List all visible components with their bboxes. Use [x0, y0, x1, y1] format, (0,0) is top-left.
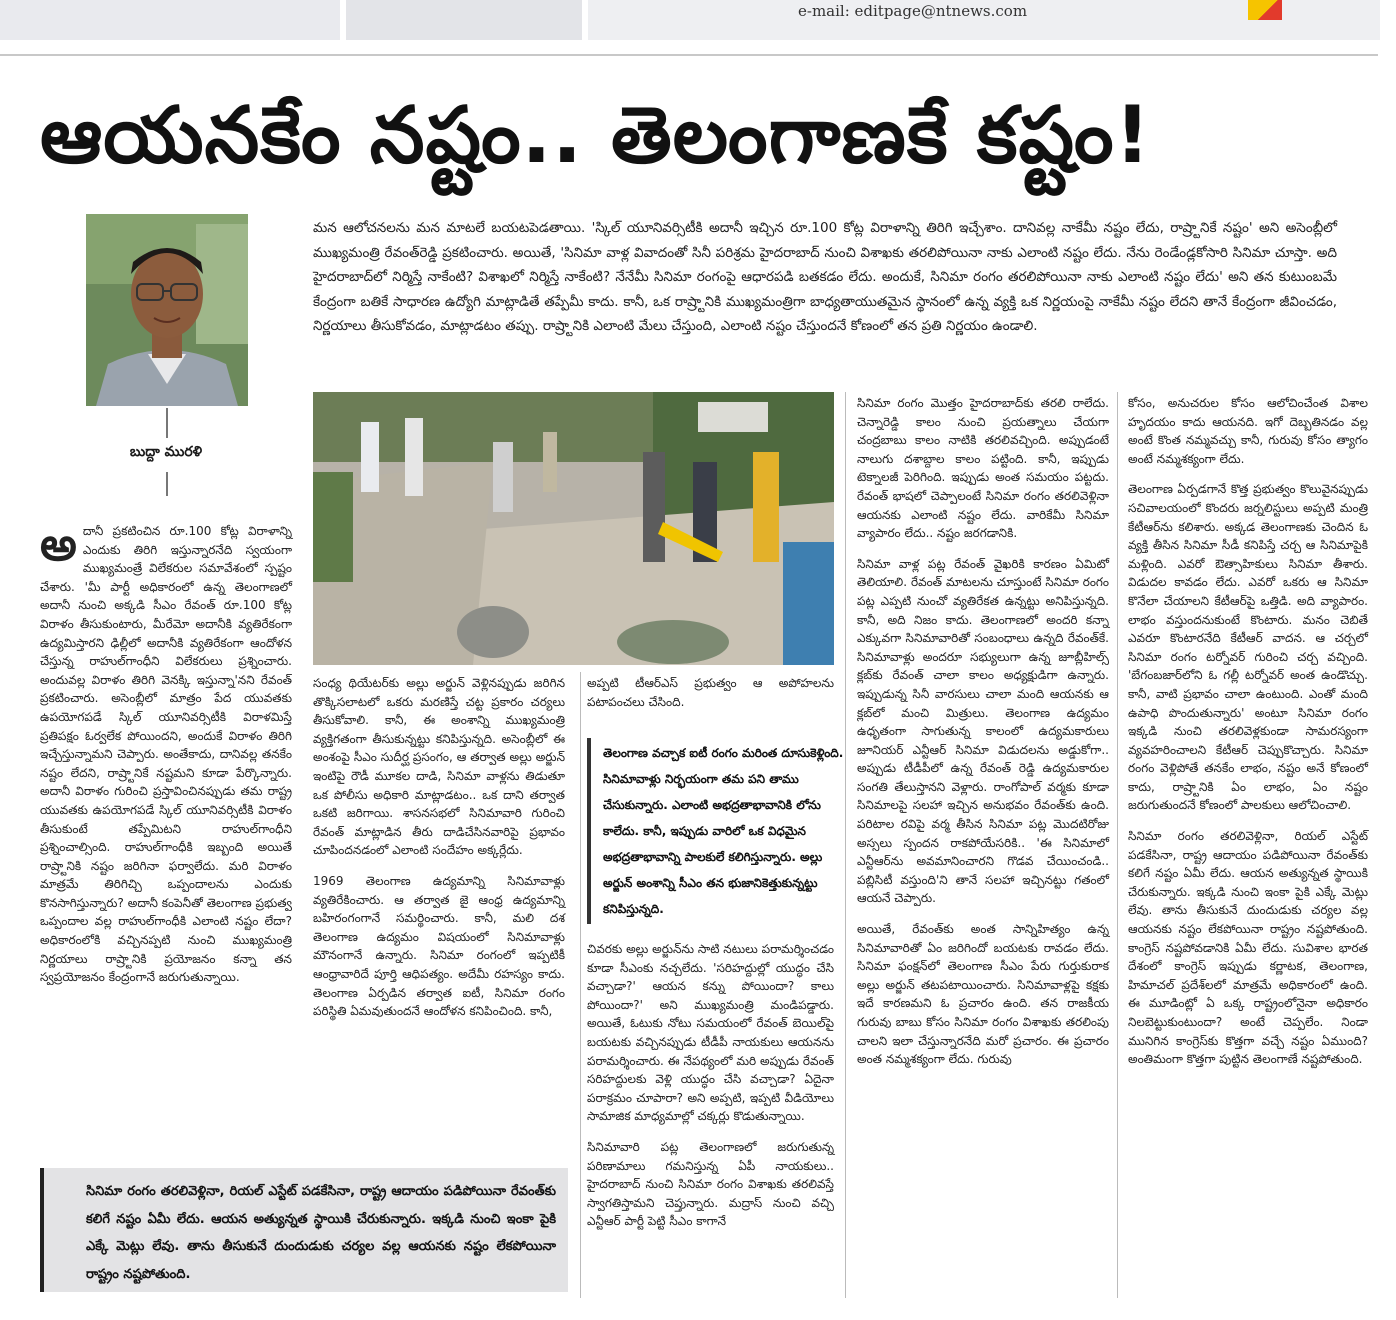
column-divider	[1117, 392, 1118, 1298]
masthead-bar	[0, 0, 1396, 40]
byline-rule	[166, 408, 168, 438]
paragraph: అప్పటి టీఆర్‌ఎస్ ప్రభుత్వం ఆ అపోహలను పటాపంచలు చేసింది.	[587, 676, 834, 709]
email-address[interactable]: e-mail: editpage@ntnews.com	[798, 2, 1028, 20]
author-photo	[86, 214, 248, 406]
headline: ఆయనకేం నష్టం.. తెలంగాణకే కష్టం!	[40, 91, 1152, 181]
page-margin	[1378, 40, 1396, 1320]
drop-cap: అ	[40, 517, 77, 571]
masthead-panel	[0, 0, 340, 40]
pull-quote: తెలంగాణ వచ్చాక ఐటీ రంగం మరింత దూసుకెళ్లింది. సినిమావాళ్లు నిర్భయంగా తమ పని తాము చేసుకున్నారు. ఎలాంటి అభద్రతాభావానికి లోను కాలేదు. కానీ, ఇప్పుడు వారిలో ఒక విధమైన అభద్రతాభావాన్ని పాలకులే కలిగిస్తున్నారు. అల్లు అర్జున్ అంశాన్ని సీఎం తన భుజానికెత్తుకున్నట్టు కనిపిస్తున్నది.	[587, 738, 850, 924]
paragraph: తెలంగాణ ఏర్పడగానే కొత్త ప్రభుత్వం కొలువైనప్పుడు సచివాలయంలో కొందరు జర్నలిస్టులు అప్పటి మంత్రి కేటీఆర్‌ను కలిశారు. అక్కడ తెలంగాణకు చెందిన ఓ వ్యక్తి తీసిన సినిమా సీడీ కనిపిస్తే చర్చ ఆ సినిమాపైకి మళ్లింది. ఎవరో ఔత్సాహికులు సినిమా తీశారు. విడుదల కావడం లేదు. ఎవరో ఒకరు ఆ సినిమా కొనేలా చేయాలని కేటీఆర్‌పై ఒత్తిడి. అది వ్యాపారం. లాభం వస్తుందనుకుంటే కొంటారు. మనం చెబితే ఎవరూ కొంటారనేది కేటీఆర్ వాదన. ఆ చర్చలో సినిమా రంగం టర్నోవర్ గురించి చర్చ వచ్చింది. 'బేగంబజార్‌లోని ఓ గల్లీ టర్నోవర్ అంత ఉండొచ్చు. కానీ, వాటి ప్రభావం చాలా ఉంటుంది. ఎంతో మంది ఉపాధి పొందుతున్నారు' అంటూ సినిమా రంగం ఇక్కడి నుంచి తరలివెళ్లకుండా సామరస్యంగా వ్యవహరించాలని కేటీఆర్ చెప్పుకొచ్చారు. సినిమా రంగం వెళ్లిపోతే తనకేం లాభం, నష్టం అనే కోణంలో కాదు, రాష్ర్టానికి ఏం లాభం, ఏం నష్టం జరుగుతుందనే కోణంలో పాలకులు ఆలోచించాలి.	[1128, 482, 1368, 813]
paragraph: సినిమావారి పట్ల తెలంగాణలో జరుగుతున్న పరిణామాలు గమనిస్తున్న ఏపీ నాయకులు.. హైదరాబాద్ నుంచి సినిమా రంగం విశాఖకు తరలివస్తే స్వాగతిస్తామని చెప్తున్నారు. మద్రాస్ నుంచి వచ్చి ఎన్టీఆర్ పార్టీ పెట్టి సీఎం కాగానే	[587, 1139, 834, 1229]
header-divider	[0, 54, 1396, 56]
author-name: బుద్దా మురళి	[129, 444, 203, 460]
news-photo	[313, 392, 834, 665]
masthead-panel	[346, 0, 582, 40]
paragraph: చివరకు అల్లు అర్జున్‌ను సాటి నటులు పరామర్శించడం కూడా సీఎంకు నచ్చలేదు. 'సరిహద్దుల్లో యుద్ధం చేసి వచ్చాడా?' ఆయన కన్ను పోయిందా? కాలు పోయిందా?' అని ముఖ్యమంత్రి మండిపడ్డారు. అయితే, ఓటుకు నోటు సమయంలో రేవంత్ బెయిల్‌పై బయటకు వచ్చినప్పుడు టీడీపీ నాయకులు ఆయనను పరామర్శించారు. ఈ నేపథ్యంలో మరి అప్పుడు రేవంత్ సరిహద్దులకు వెళ్లి యుద్ధం చేసి వచ్చాడా? ఏదైనా పరాక్రమం చూపారా? అని అప్పటి, ఇప్పటి వీడియోలు సామాజిక మాధ్యమాల్లో చక్కర్లు కొడుతున్నాయి.	[587, 942, 835, 1124]
paragraph: సినిమా వాళ్ల పట్ల రేవంత్ వైఖరికి కారణం ఏమిటో తెలియాలి. రేవంత్ మాటలను చూస్తుంటే సినిమా రంగం పట్ల ఎప్పటి నుంచో వ్యతిరేకత ఉన్నట్టు అనిపిస్తున్నది. కానీ, అది నిజం కాదు. తెలంగాణలో అందరి కన్నా ఎక్కువగా సినిమావారితో సంబంధాలు ఉన్నది రేవంత్‌కే. సినిమావాళ్లు అందరూ సభ్యులుగా ఉన్న జూబ్లీహిల్స్ క్లబ్‌కు రేవంత్ చాలా కాలం అధ్యక్షుడిగా ఉన్నారు. ఇప్పుడున్న సినీ వారసులు చాలా మంది ఆయనకు ఆ క్లబ్‌లో మంచి మిత్రులు. తెలంగాణ ఉద్యమం ఉధృతంగా సాగుతున్న కాలంలో ఉద్యమకారులు జూనియర్ ఎన్టీఆర్ సినిమా విడుదలను అడ్డుకోగా.. అప్పుడు టీడీపీలో ఉన్న రేవంత్ రెడ్డి ఉద్యమకారుల సంగతి తేలుస్తానని వెళ్లారు. రాంగోపాల్ వర్మకు కూడా సినిమాలపై సలహా ఇచ్చిన అనుభవం రేవంత్‌కు ఉంది. పరిటాల రవిపై వర్మ తీసిన సినిమా పట్ల మొదటిరోజు అస్సలు స్పందన రాకపోయేసరికి.. 'ఈ సినిమాలో ఎన్టీఆర్‌ను అవమానించారని గొడవ చేయించండి.. పబ్లిసిటీ వస్తుంది'ని తానే సలహా ఇచ్చినట్టు గతంలో ఆయనే చెప్పారు.	[857, 556, 1109, 906]
article-column-3b	[587, 940, 834, 1243]
brand-logo-icon	[1248, 0, 1282, 20]
paragraph: అయితే, రేవంత్‌కు అంత సాన్నిహిత్యం ఉన్న సినిమావారితో ఏం జరిగిందో బయటకు రావడం లేదు. సినిమా ఫంక్షన్‌లో తెలంగాణ సీఎం పేరు గుర్తుకురాక అల్లు అర్జున్ తటపటాయించారు. సినిమావాళ్లపై కక్షకు ఇదే కారణమని ఓ ప్రచారం ఉంది. తన రాజకీయ గురువు బాబు కోసం సినిమా రంగం విశాఖకు తరలింపు చాలని ఇలా చేస్తున్నారనేది మరో ప్రచారం. ఈ ప్రచారం అంత నమ్మశక్యంగా లేదు. గురువు	[857, 922, 1109, 1067]
byline-rule	[166, 472, 168, 496]
paragraph: సినిమా రంగం తరలివెళ్లినా, రియల్ ఎస్టేట్ పడకేసినా, రాష్ట్ర ఆదాయం పడిపోయినా రేవంత్‌కు కలిగే నష్టం ఏమీ లేదు. ఆయన అత్యున్నత స్థాయికి చేరుకున్నారు. ఇక్కడి నుంచి ఇంకా పైకి ఎక్కే మెట్లు లేవు. తాను తీసుకునే దుందుడుకు చర్యల వల్ల ఆయనకు నష్టం లేకపోయినా రాష్ట్రం నష్టపోతుంది. కాంగ్రెస్ నష్టపోవడానికి ఏమీ లేదు. సువిశాల భారత దేశంలో కాంగ్రెస్ ఇప్పుడు కర్ణాటక, తెలంగాణ, హిమాచల్ ప్రదేశ్‌లలో మాత్రమే అధికారంలో ఉంది. ఈ మూడింట్లో ఏ ఒక్క రాష్ట్రంలోనైనా అధికారం నిలబెట్టుకుంటుందా? అంటే చెప్పలేం. నిండా మునిగిన కాంగ్రెస్‌కు కొత్తగా వచ్చే నష్టం ఏముంది? అంతిమంగా కొత్తగా పుట్టిన తెలంగాణే నష్టపోతుంది.	[1128, 829, 1368, 1067]
highlight-quote: సినిమా రంగం తరలివెళ్లినా, రియల్ ఎస్టేట్ పడకేసినా, రాష్ట్ర ఆదాయం పడిపోయినా రేవంత్‌కు కలిగే నష్టం ఏమీ లేదు. ఆయన అత్యున్నత స్థాయికి చేరుకున్నారు. ఇక్కడి నుంచి ఇంకా పైకి ఎక్కే మెట్లు లేవు. తాను తీసుకునే దుందుడుకు చర్యల వల్ల ఆయనకు నష్టం లేకపోయినా రాష్ట్రం నష్టపోతుంది.	[86, 1184, 556, 1282]
article-column-2	[313, 674, 565, 1033]
paragraph: సినిమా రంగం మొత్తం హైదరాబాద్‌కు తరలి రాలేదు. చెన్నారెడ్డి కాలం నుంచి ప్రయత్నాలు చేయగా చంద్రబాబు కాలం నాటికి తరలివచ్చింది. అప్పుడంటే నాలుగు దశాబ్దాల కాలం పట్టింది. కానీ, ఇప్పుడు టెక్నాలజీ పెరిగింది. ఇప్పుడు అంత సమయం పట్టదు. రేవంత్ భాషలో చెప్పాలంటే సినిమా రంగం తరలివెళ్లినా ఆయనకు ఎలాంటి నష్టం లేదు. వారికేమీ సినిమా వ్యాపారం లేదు.. నష్టం జరగడానికి.	[857, 396, 1109, 541]
paragraph: 1969 తెలంగాణ ఉద్యమాన్ని సినిమావాళ్లు వ్యతిరేకించారు. ఆ తర్వాత జై ఆంధ్ర ఉద్యమాన్ని బహిరంగంగానే సమర్థించారు. కానీ, మలి దశ తెలంగాణ ఉద్యమం విషయంలో సినిమావాళ్లు మౌనంగానే ఉన్నారు. సినిమా రంగంలో ఇప్పటికీ ఆంధ్రావారిదే పూర్తి ఆధిపత్యం. అదేమీ రహస్యం కాదు. తెలంగాణ ఏర్పడిన తర్వాత ఐటీ, సినిమా రంగం పరిస్థితి ఏమవుతుందనే ఆందోళన కనిపించింది. కానీ,	[313, 873, 565, 1019]
article-column-5	[1128, 394, 1368, 1081]
article-column-3a	[587, 674, 834, 723]
column-divider	[580, 672, 581, 1298]
article-column-1	[40, 517, 292, 999]
article-column-4	[857, 394, 1109, 1081]
paragraph: కోసం, అనుచరుల కోసం ఆలోచించేంత విశాల హృదయం కాదు ఆయనది. ఇగో దెబ్బతినడం వల్ల అంటే కొంత నమ్మవచ్చు కానీ, గురువు కోసం త్యాగం అంటే నమ్మశక్యంగా లేదు.	[1128, 396, 1368, 466]
paragraph: దానీ ప్రకటించిన రూ.100 కోట్ల విరాళాన్ని ఎందుకు తిరిగి ఇస్తున్నారనేది స్వయంగా ముఖ్యమంత్రే విలేకరుల సమావేశంలో స్పష్టం చేశారు. 'మీ పార్టీ అధికారంలో ఉన్న తెలంగాణలో అదానీ నుంచి అక్కడి సీఎం రేవంత్ రూ.100 కోట్ల విరాళం తీసుకుంటారు, మీరేమో అదానీకి వ్యతిరేకంగా ఉద్యమిస్తారని ఢిల్లీలో అదానీకి వ్యతిరేకంగా ఆందోళన చేస్తున్న రాహుల్‌గాంధీని విలేకరులు ప్రశ్నించారు. అందువల్ల విరాళం తిరిగి వెనక్కి ఇస్తున్నా'నని రేవంత్ ప్రకటించారు. అసెంబ్లీలో మాత్రం పేద యువతకు ఉపయోగపడే స్కిల్ యూనివర్సిటీకి విరాళమిస్తే ప్రతిపక్షం ఓర్వలేక పోయిందని, అందుకే విరాళం తిరిగి ఇచ్చేస్తున్నామని చెప్పారు. అంతేకాదు, దానివల్ల తనకేం నష్టం లేదని, రాష్ర్టానికే నష్టమని కూడా పేర్కొన్నారు. అదానీ విరాళం గురించి ప్రస్తావించినప్పుడు తమ రాష్ట్ర యువతకు ఉపయోగపడే స్కిల్ యూనివర్సిటీకి విరాళం తీసుకుంటే తప్పేమిటని రాహుల్‌గాంధీని ప్రశ్నించాల్సింది. రాహుల్‌గాంధీకి ఇబ్బంది అయితే రాష్ర్టానికి నష్టం జరిగినా ఫర్వాలేదు. మరి విరాళం మాత్రమే తిరిగిచ్చి ఒప్పందాలను ఎందుకు కొనసాగిస్తున్నారు? అదానీ కంపెనీతో తెలంగాణ ప్రభుత్వ ఒప్పందాల వల్ల రాహుల్‌గాంధీకి ఎలాంటి నష్టం లేదా? అధికారంలోకి వచ్చినప్పటి నుంచి ముఖ్యమంత్రి నిర్ణయాలు రాష్ర్టానికి ప్రయోజనం కన్నా తన స్వప్రయోజనం కేంద్రంగానే జరుగుతున్నాయి.	[40, 524, 292, 985]
paragraph: సంధ్య థియేటర్‌కు అల్లు అర్జున్ వెళ్లినప్పుడు జరిగిన తొక్కిసలాటలో ఒకరు మరణిస్తే చట్ట ప్రకారం చర్యలు తీసుకోవాలి. కానీ, ఈ అంశాన్ని ముఖ్యమంత్రి వ్యక్తిగతంగా తీసుకున్నట్టు కనిపిస్తున్నది. అసెంబ్లీలో ఈ అంశంపై సీఎం సుదీర్ఘ ప్రసంగం, ఆ తర్వాత అల్లు అర్జున్ ఇంటిపై రౌడీ మూకల దాడి, సినిమా వాళ్లను తిడుతూ ఒక పోలీసు అధికారి మాట్లాడటం.. ఒక దాని తర్వాత ఒకటి జరిగాయి. శాసనసభలో సినిమావారి గురించి రేవంత్ మాట్లాడిన తీరు దాడిచేసినవారిపై ప్రభావం చూపిందనడంలో ఎలాంటి సందేహం అక్కర్లేదు.	[313, 676, 565, 858]
article-intro: మన ఆలోచనలను మన మాటలే బయటపెడతాయి. 'స్కిల్ యూనివర్సిటీకి అదానీ ఇచ్చిన రూ.100 కోట్ల విరాళాన్ని తిరిగి ఇచ్చేశాం. దానివల్ల నాకేమీ నష్టం లేదు, రాష్ర్టానికే నష్టం' అని అసెంబ్లీలో ముఖ్యమంత్రి రేవంత్‌రెడ్డి ప్రకటించారు. అయితే, 'సినిమా వాళ్ల వివాదంతో సినీ పరిశ్రమ హైదరాబాద్ నుంచి విశాఖకు తరలిపోయినా నాకు ఎలాంటి నష్టం లేదు. నేను రెండేండ్లకోసారి సినిమా చూస్తా. అది హైదరాబాద్‌లో నిర్మిస్తే నాకేంటి? విశాఖలో నిర్మిస్తే నాకేంటి? నేనేమీ సినిమా రంగంపై ఆధారపడి బతకడం లేదు. అందుకే, సినిమా రంగం తరలిపోయినా నాకు ఎలాంటి నష్టం లేదు' అని తన కుటుంబమే కేంద్రంగా బతికే సాధారణ ఉద్యోగి మాట్లాడితే తప్పేమీ కాదు. కానీ, ఒక రాష్ర్టానికి ముఖ్యమంత్రిగా బాధ్యతాయుతమైన స్థానంలో ఉన్న వ్యక్తి ఒక నిర్ణయంపై నాకేమీ నష్టం లేదని తానే కేంద్రంగా జీవించడం, నిర్ణయాలు తీసుకోవడం, మాట్లాడటం తప్పు. రాష్ర్టానికి ఎలాంటి మేలు చేస్తుంది, ఎలాంటి నష్టం చేస్తుందనే కోణంలో తన ప్రతి నిర్ణయం ఉండాలి.	[313, 220, 1337, 334]
